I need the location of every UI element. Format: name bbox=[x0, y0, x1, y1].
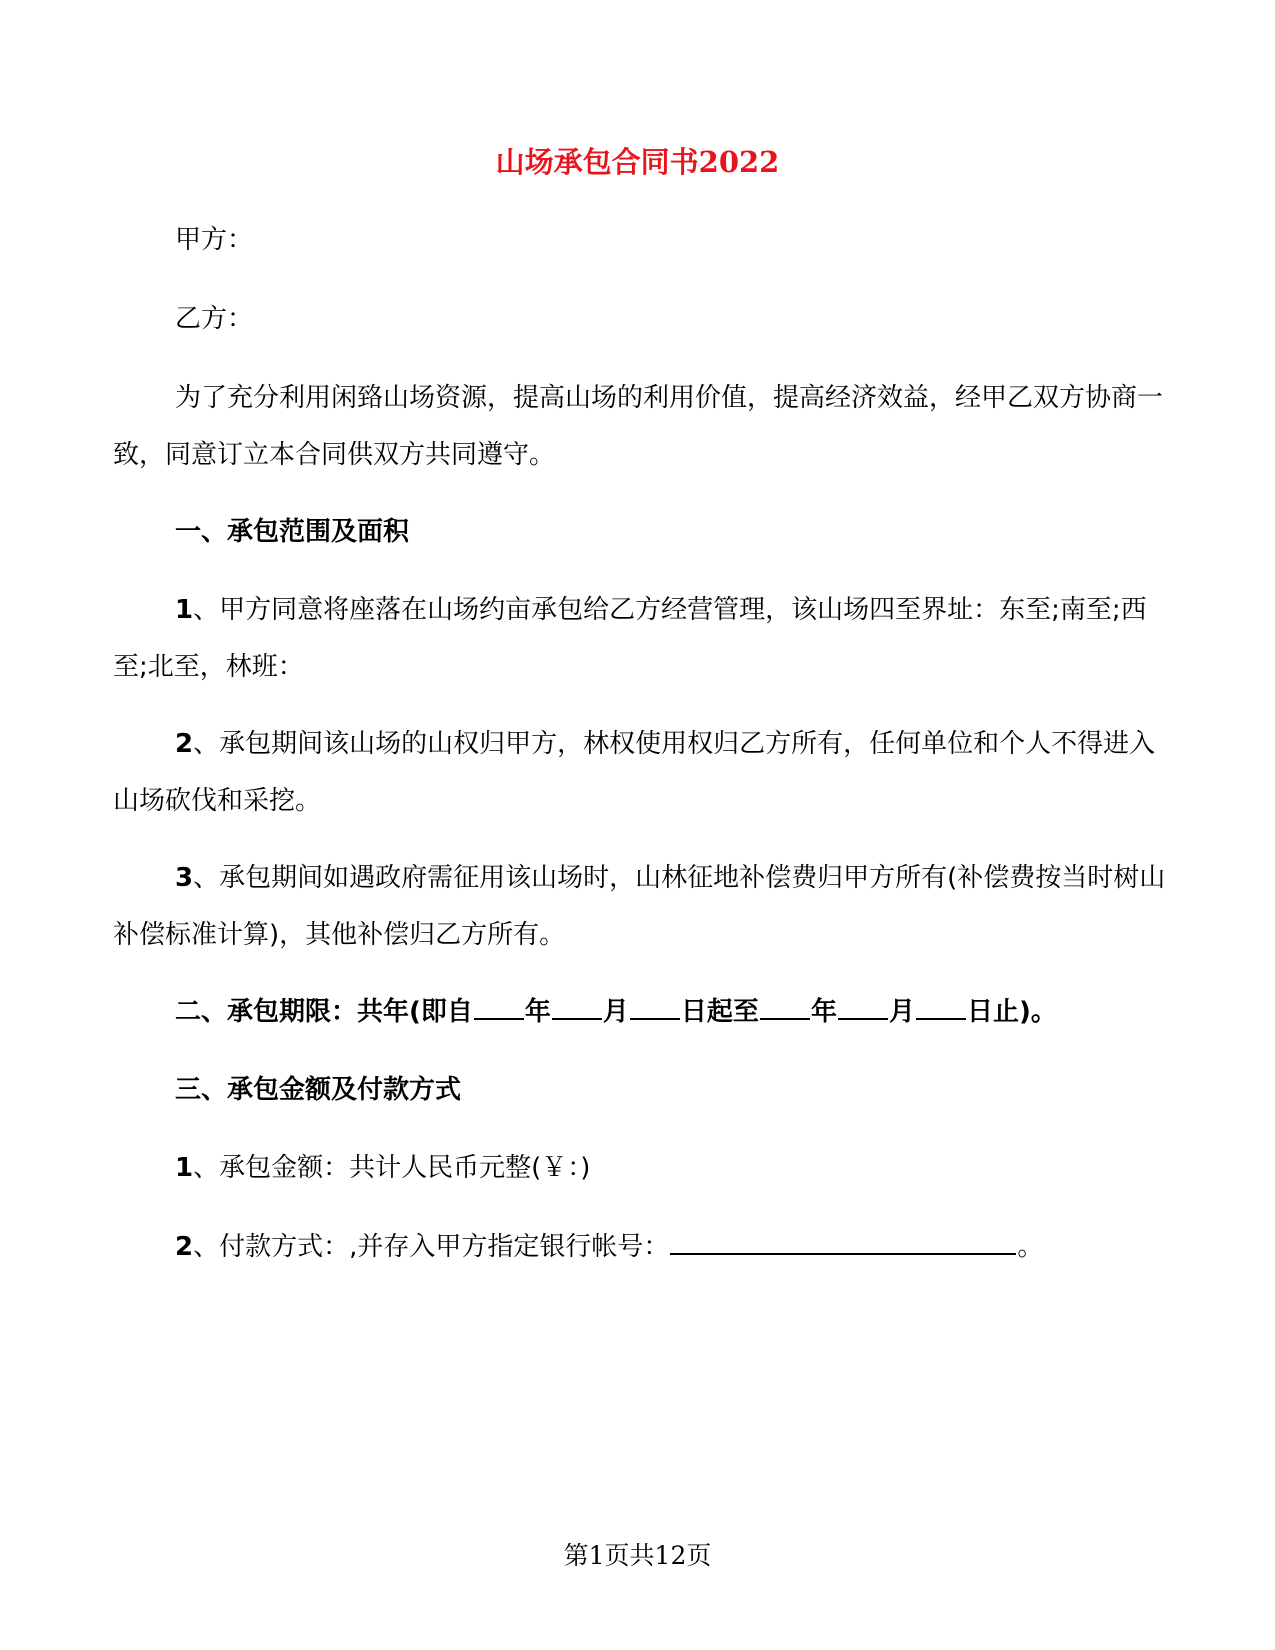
document-title: 山场承包合同书2022 bbox=[495, 145, 780, 179]
term-year-label: 年 bbox=[810, 997, 837, 1027]
term-month-label: 月 bbox=[602, 997, 629, 1027]
intro-paragraph: 为了充分利用闲臵山场资源，提高山场的利用价值，提高经济效益，经甲乙双方协商一致，同意订立本合同供双方共同遵守。 bbox=[113, 383, 1164, 470]
section1-heading: 一、承包范围及面积 bbox=[175, 517, 410, 547]
blank-start-day[interactable] bbox=[630, 990, 680, 1020]
blank-start-year[interactable] bbox=[474, 990, 524, 1020]
item-number: 1 bbox=[175, 595, 194, 625]
item-text: 、承包期间该山场的山权归甲方，林权使用权归乙方所有，任何单位和个人不得进入山场砍伐和采挖。 bbox=[113, 729, 1156, 816]
section3-heading: 三、承包金额及付款方式 bbox=[175, 1075, 462, 1105]
blank-start-month[interactable] bbox=[552, 990, 602, 1020]
section1-item3 bbox=[113, 850, 1173, 964]
term-month-label: 月 bbox=[888, 997, 915, 1027]
section1-item2 bbox=[113, 716, 1173, 830]
party-b-label: 乙方： bbox=[175, 304, 254, 334]
blank-bank-account[interactable] bbox=[670, 1225, 1016, 1255]
term-from-label: 日起至 bbox=[680, 997, 759, 1027]
item-end: 。 bbox=[1017, 1232, 1044, 1262]
blank-end-day[interactable] bbox=[916, 990, 966, 1020]
item-number: 2 bbox=[175, 1232, 194, 1262]
section2-term bbox=[113, 984, 1173, 1041]
term-prefix: 二、承包期限：共年(即自 bbox=[175, 997, 473, 1027]
section1-item1 bbox=[113, 582, 1173, 696]
term-end-label: 日止)。 bbox=[966, 997, 1057, 1027]
item-text: 、付款方式：,并存入甲方指定银行帐号： bbox=[193, 1232, 670, 1262]
item-text: 、承包期间如遇政府需征用该山场时，山林征地补偿费归甲方所有(补偿费按当时树山补偿标准计算)，其他补偿归乙方所有。 bbox=[113, 863, 1166, 950]
page-footer: 第1页共12页 bbox=[563, 1541, 712, 1570]
item-text: 、承包金额：共计人民币元整(￥：) bbox=[193, 1153, 591, 1183]
blank-end-year[interactable] bbox=[760, 990, 810, 1020]
blank-end-month[interactable] bbox=[838, 990, 888, 1020]
party-a-label: 甲方： bbox=[175, 225, 254, 255]
item-number: 2 bbox=[175, 729, 194, 759]
term-year-label: 年 bbox=[524, 997, 551, 1027]
item-number: 3 bbox=[175, 863, 194, 893]
section3-item2 bbox=[113, 1219, 1173, 1276]
item-text: 、甲方同意将座落在山场约亩承包给乙方经营管理，该山场四至界址：东至;南至;西至;北至，林班： bbox=[113, 595, 1147, 682]
item-number: 1 bbox=[175, 1153, 194, 1183]
section3-item1 bbox=[113, 1140, 1173, 1197]
